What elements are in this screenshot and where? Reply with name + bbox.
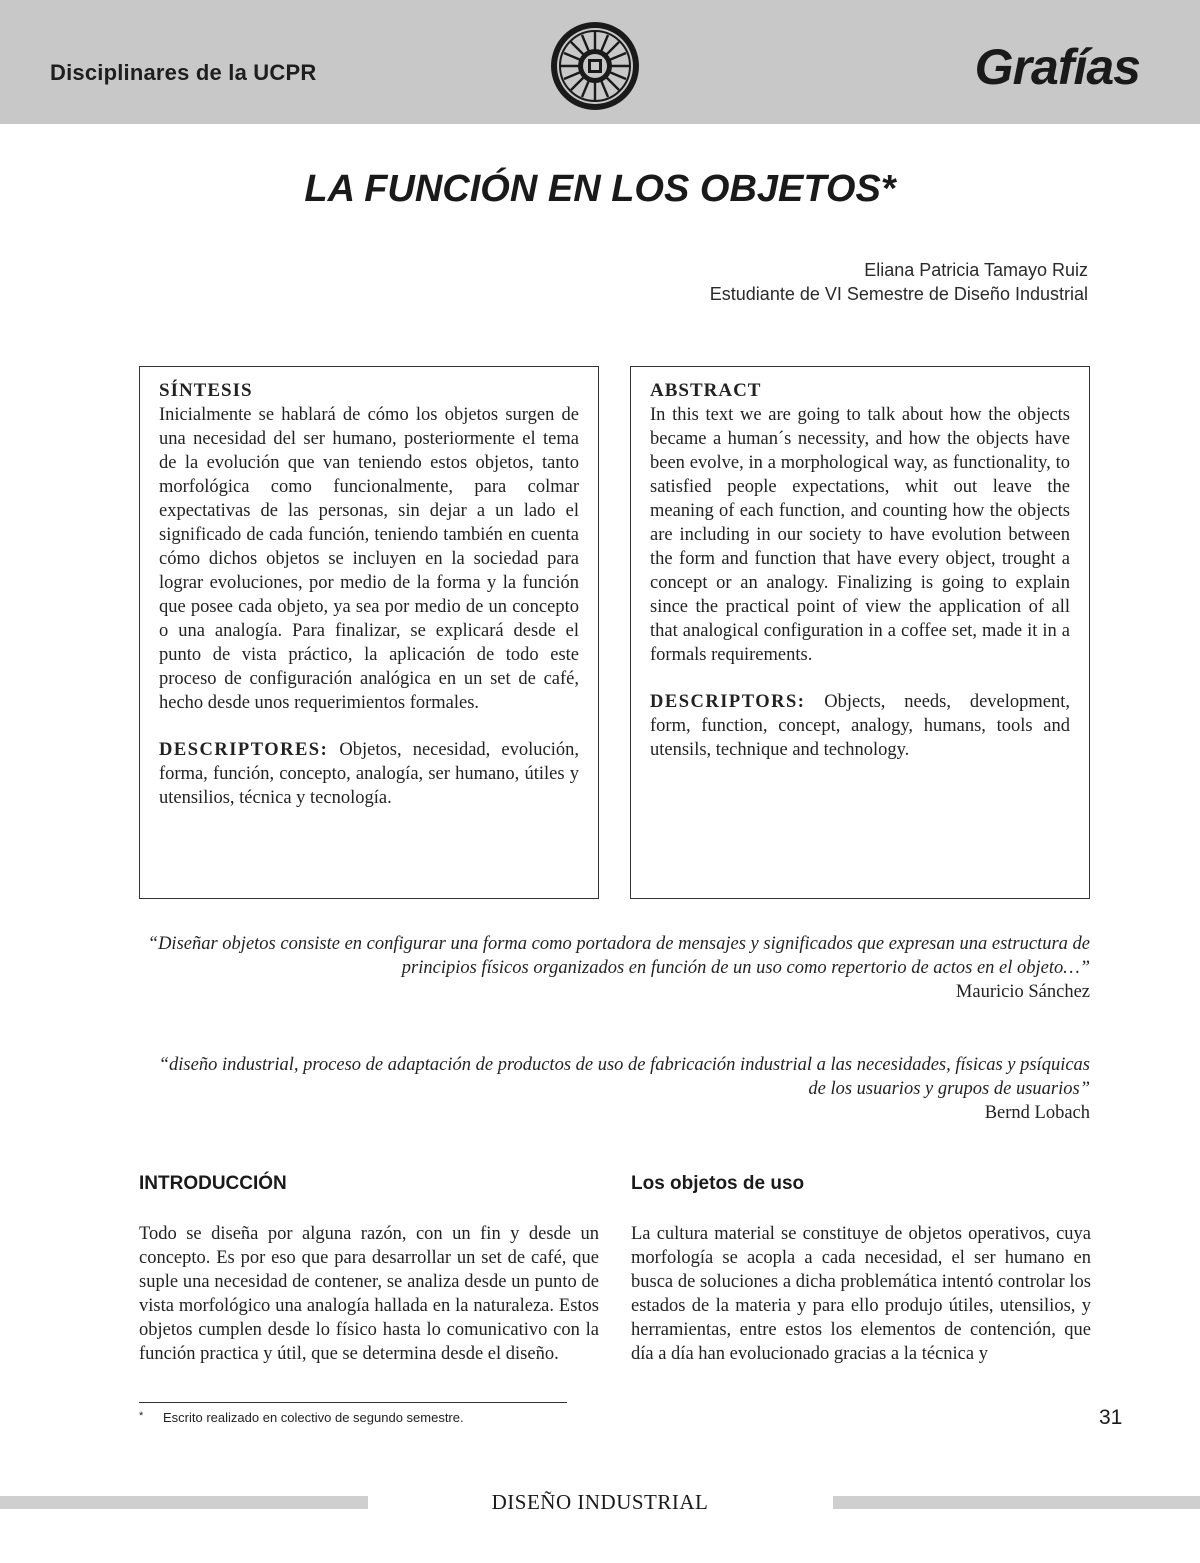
page-number: 31 <box>1099 1406 1123 1429</box>
sintesis-box <box>139 366 599 899</box>
abstract-descriptors-label: DESCRIPTORS: <box>650 692 806 712</box>
abstract-descriptors-text: Objects, needs, development, form, function, concept, analogy, humans, tools and utensils, technique and technology. <box>650 692 1071 760</box>
sintesis-descriptors-text: Objetos, necesidad, evolución, forma, función, concepto, analogía, ser humano, útiles y utensilios, técnica y tecnología. <box>159 740 579 808</box>
introduccion-heading: INTRODUCCIÓN <box>139 1173 287 1194</box>
author-block <box>710 258 1088 306</box>
sintesis-descriptors <box>159 738 579 810</box>
epigraph-quote <box>140 932 1090 1004</box>
footnote <box>139 1410 464 1425</box>
introduccion-body: Todo se diseña por alguna razón, con un fin y desde un concepto. Es por eso que para desarrollar un set de café, que suple una necesidad de contener, se analiza desde un punto de vista morfológico una analogía hallada en la naturaleza. Estos objetos cumplen desde lo físico hasta lo comunicativo con la función practica y útil, que se determina desde el diseño. <box>139 1224 599 1364</box>
abstract-heading: ABSTRACT <box>650 380 762 401</box>
quote-text: “diseño industrial, proceso de adaptación de productos de uso de fabricación industrial a las necesidades, físicas y psíquicas de los usuarios y grupos de usuarios” <box>158 1055 1090 1099</box>
sintesis-heading: SÍNTESIS <box>159 380 253 401</box>
footnote-mark: * <box>139 1410 144 1422</box>
quote-author: Mauricio Sánchez <box>955 982 1090 1002</box>
footer-section-label: DISEÑO INDUSTRIAL <box>491 1490 709 1514</box>
article-title: LA FUNCIÓN EN LOS OBJETOS* <box>304 168 896 210</box>
objetos-de-uso-heading: Los objetos de uso <box>631 1173 805 1194</box>
abstract-body: In this text we are going to talk about how the objects became a human´s necessity, and how the objects have been evolve, in a morphological way, as functionality, to satisfied people expectations, whit out leave the meaning of each function, and counting how the objects are including in our society to have evolution between the form and function that have every object, trought a concept or an analogy. Finalizing is going to explain since the practical point of view the application of all that analogical configuration in a coffee set, made it in a formals requirements. <box>650 405 1070 665</box>
author-name: Eliana Patricia Tamayo Ruiz <box>864 260 1088 280</box>
abstract-box <box>630 366 1090 899</box>
quote-author: Bernd Lobach <box>984 1103 1090 1123</box>
sintesis-descriptors-label: DESCRIPTORES: <box>159 740 329 760</box>
footnote-text: Escrito realizado en colectivo de segundo semestre. <box>163 1410 464 1425</box>
header-journal-title: Grafías <box>974 39 1140 95</box>
footnote-divider <box>139 1402 567 1403</box>
sintesis-body: Inicialmente se hablará de cómo los objetos surgen de una necesidad del ser humano, posteriormente el tema de la evolución que van teniendo estos objetos, tanto morfológica como funcionalmente, para colmar expectativas de las personas, sin dejar a un lado el significado de cada función, teniendo también en cuenta cómo dichos objetos se incluyen en la sociedad para lograr evoluciones, por medio de la forma y la función que posee cada objeto, ya sea por medio de un concepto o una analogía. Para finalizar, se explicará desde el punto de vista práctico, la aplicación de todo este proceso de configuración analógica en un set de café, hecho desde unos requerimientos formales. <box>159 405 579 713</box>
header-bar <box>0 0 1200 124</box>
epigraph-quote <box>140 1053 1090 1125</box>
objetos-de-uso-body: La cultura material se constituye de objetos operativos, cuya morfología se acopla a cada necesidad, el ser humano en busca de soluciones a dicha problemática intentó controlar los estados de la materia y para ello produjo útiles, utensilios, y herramientas, entre estos los elementos de contención, que día a día han evolucionado gracias a la técnica y <box>631 1224 1091 1364</box>
quote-text: “Diseñar objetos consiste en configurar una forma como portadora de mensajes y significados que expresan una estructura de principios físicos organizados en función de un uso como repertorio de actos en el objeto…” <box>147 934 1090 978</box>
author-role: Estudiante de VI Semestre de Diseño Industrial <box>709 284 1088 304</box>
university-seal-icon <box>549 20 641 112</box>
header-journal-section: Disciplinares de la UCPR <box>50 60 317 85</box>
abstract-descriptors <box>650 690 1070 762</box>
